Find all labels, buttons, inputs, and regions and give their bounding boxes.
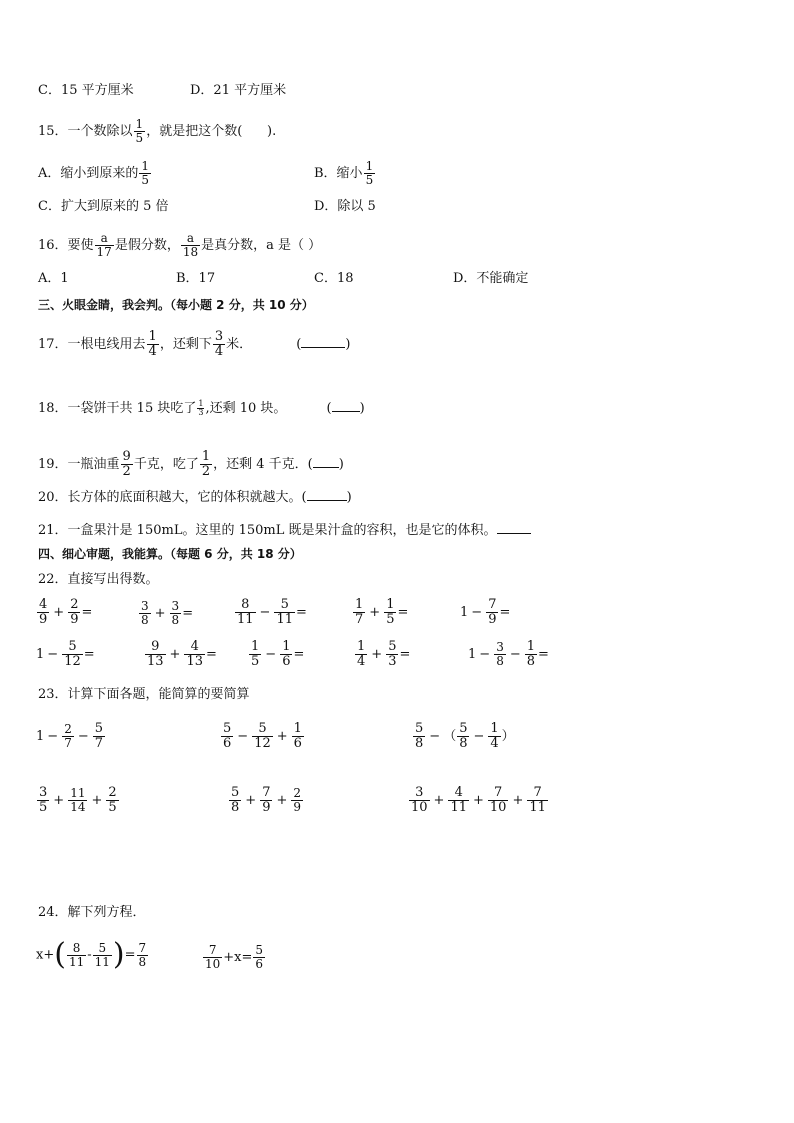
- q14-option-c: C．15 平方厘米: [38, 83, 134, 98]
- q24-equation-2: $\frac{7}{10}$ +x= $\frac{5}{6}$: [205, 943, 264, 971]
- fraction: $\frac{2}{5}$: [108, 785, 117, 815]
- fraction: $\frac{1}{4}$: [148, 329, 157, 359]
- fraction: $\frac{5}{8}$: [415, 721, 424, 751]
- fraction: $\frac{1}{6}$: [293, 721, 302, 751]
- fraction: $\frac{1}{7}$: [355, 597, 364, 627]
- q15-option-b: B．缩小 $\frac{1}{5}$: [314, 159, 374, 187]
- q15-stem: [38, 118, 276, 145]
- answer-blank[interactable]: [313, 455, 339, 468]
- fraction: $\frac{7}{9}$: [262, 785, 271, 815]
- fraction: $\frac{1}{6}$: [282, 639, 291, 669]
- q19: 19．一瓶油重 $\frac{9}{2}$ 千克，吃了 $\frac{1}{2}$ ，还剩 4 千克．( ): [38, 449, 344, 479]
- fraction: $\frac{4}{11}$: [450, 785, 467, 815]
- fraction: $\frac{1}{4}$: [357, 639, 366, 669]
- answer-blank[interactable]: [301, 335, 345, 348]
- q22-item: $\frac{4}{9}$ + $\frac{2}{9}$ =: [39, 597, 93, 627]
- fraction: $\frac{5}{12}$: [254, 721, 271, 751]
- fraction: $\frac{2}{9}$: [70, 597, 79, 627]
- q24-equation-1: x+( $\frac{8}{11}$ - $\frac{5}{11}$ )= $\frac{7}{8}$: [36, 937, 147, 972]
- q22-item: $\frac{1}{5}$ − $\frac{1}{6}$ =: [251, 639, 305, 669]
- fraction: $\frac{8}{11}$: [68, 940, 85, 969]
- fraction: $\frac{5}{11}$: [276, 597, 293, 627]
- answer-blank[interactable]: [307, 488, 347, 501]
- fraction: $\frac{1}{5}$: [386, 597, 395, 627]
- q16-option-b: B．17: [176, 271, 216, 286]
- q22-item: 1 − $\frac{7}{9}$ =: [460, 597, 511, 627]
- fraction: $\frac{1}{5}$: [365, 159, 374, 187]
- q22-item: $\frac{1}{4}$ + $\frac{5}{3}$ =: [357, 639, 411, 669]
- fraction: $\frac{1}{3}$: [198, 399, 204, 417]
- fraction: $\frac{7}{8}$: [138, 940, 147, 969]
- q15-stem-c: ).: [242, 124, 277, 139]
- q23-expr-1: 1 − $\frac{2}{7}$ − $\frac{5}{7}$: [36, 721, 104, 751]
- q24-title: 24．解下列方程．: [38, 905, 146, 920]
- q18: 18．一袋饼干共 15 块吃了 $\frac{1}{3}$ ,还剩 10 块。 ( ): [38, 399, 365, 417]
- q15-option-a: A．缩小到原来的 $\frac{1}{5}$: [38, 159, 150, 187]
- fraction: $\frac{5}{7}$: [94, 721, 104, 751]
- fraction: $\frac{3}{8}$: [171, 599, 180, 627]
- fraction: $\frac{5}{8}$: [459, 721, 468, 751]
- fraction: $\frac{1}{5}$: [141, 159, 150, 187]
- q22-title: 22．直接写出得数。: [38, 572, 159, 587]
- fraction: $\frac{5}{3}$: [388, 639, 397, 669]
- q17: 17．一根电线用去 $\frac{1}{4}$ ，还剩下 $\frac{3}{4}$ 米． ( ): [38, 329, 351, 359]
- q23-title: 23．计算下面各题，能简算的要简算: [38, 687, 250, 702]
- q22-item: 1 − $\frac{5}{12}$ =: [36, 639, 95, 669]
- section-4-heading: 四、细心审题，我能算。（每题 6 分，共 18 分）: [38, 547, 302, 561]
- q22-item: $\frac{1}{7}$ + $\frac{1}{5}$ =: [355, 597, 409, 627]
- q21: 21．一盒果汁是 150mL。这里的 150mL 既是果汁盒的容积，也是它的体积。: [38, 521, 531, 540]
- fraction: $\frac{5}{8}$: [231, 785, 240, 815]
- fraction: $\frac{5}{11}$: [94, 940, 110, 969]
- fraction: $\frac{3}{4}$: [214, 329, 224, 359]
- fraction: $\frac{11}{14}$: [70, 786, 86, 814]
- fraction: $\frac{3}{5}$: [39, 785, 48, 815]
- fraction: $\frac{2}{7}$: [64, 722, 72, 750]
- fraction: $\frac{a}{17}$: [96, 231, 112, 259]
- fraction: $\frac{4}{9}$: [39, 597, 48, 627]
- fraction: $\frac{3}{8}$: [141, 599, 149, 627]
- q16-option-a: A．1: [38, 271, 69, 286]
- section-3-heading: 三、火眼金睛，我会判。（每小题 2 分，共 10 分）: [38, 298, 314, 312]
- fraction: $\frac{7}{11}$: [529, 785, 546, 815]
- fraction: $\frac{8}{11}$: [237, 597, 254, 627]
- q23-expr-5: $\frac{5}{8}$ + $\frac{7}{9}$ + $\frac{2}{9}$: [231, 785, 302, 815]
- q22-item: $\frac{9}{13}$ + $\frac{4}{13}$ =: [147, 639, 217, 669]
- fraction: $\frac{7}{10}$: [489, 785, 507, 815]
- fraction: $\frac{1}{5}$: [135, 117, 144, 145]
- fraction: $\frac{7}{9}$: [488, 597, 497, 627]
- q23-expr-2: $\frac{5}{6}$ − $\frac{5}{12}$ + $\frac{1}{6}$: [223, 721, 302, 751]
- q15-stem-b: ，就是把这个数(: [146, 124, 243, 139]
- q22-item: $\frac{8}{11}$ − $\frac{5}{11}$ =: [237, 597, 307, 627]
- q14-option-d: D．21 平方厘米: [190, 83, 287, 98]
- fraction: $\frac{5}{6}$: [255, 943, 264, 971]
- q16-stem: 16．要使 $\frac{a}{17}$ 是假分数， $\frac{a}{18}$ 是真分数，a 是（ ）: [38, 231, 322, 259]
- fraction: $\frac{5}{6}$: [223, 721, 232, 751]
- fraction: $\frac{4}{13}$: [186, 639, 203, 669]
- q23-expr-6: $\frac{3}{10}$ + $\frac{4}{11}$ + $\frac{7}{10}$ + $\frac{7}{11}$: [411, 785, 546, 815]
- q15-option-d: D．除以 5: [314, 199, 376, 214]
- q15-stem-a: 15．一个数除以: [38, 124, 133, 139]
- q22-item: $\frac{3}{8}$ + $\frac{3}{8}$ =: [141, 599, 194, 627]
- answer-blank[interactable]: [332, 399, 360, 412]
- fraction: $\frac{1}{2}$: [201, 449, 211, 479]
- fraction: $\frac{3}{8}$: [496, 640, 504, 668]
- fraction: $\frac{7}{10}$: [205, 943, 221, 971]
- q15-option-c: C．扩大到原来的 5 倍: [38, 199, 169, 214]
- q23-expr-4: $\frac{3}{5}$ + $\frac{11}{14}$ + $\frac{2}{5}$: [39, 785, 117, 815]
- fraction: $\frac{5}{12}$: [64, 639, 81, 669]
- q22-item: 1 − $\frac{3}{8}$ − $\frac{1}{8}$ =: [468, 639, 549, 669]
- fraction: $\frac{1}{8}$: [526, 639, 536, 669]
- fraction: $\frac{1}{4}$: [490, 721, 499, 751]
- fraction: $\frac{9}{2}$: [122, 449, 131, 479]
- fraction: $\frac{3}{10}$: [411, 785, 428, 815]
- q16-option-c: C．18: [314, 271, 354, 286]
- fraction: $\frac{2}{9}$: [293, 786, 302, 814]
- fraction: $\frac{1}{5}$: [251, 639, 260, 669]
- q20: 20．长方体的底面积越大，它的体积就越大。( ): [38, 490, 352, 505]
- answer-blank[interactable]: [497, 521, 531, 534]
- fraction: $\frac{a}{18}$: [182, 231, 199, 259]
- q23-expr-3: $\frac{5}{8}$ − （ $\frac{5}{8}$ − $\frac{1}{4}$ ）: [415, 721, 515, 751]
- fraction: $\frac{9}{13}$: [147, 639, 164, 669]
- q16-option-d: D．不能确定: [453, 271, 529, 286]
